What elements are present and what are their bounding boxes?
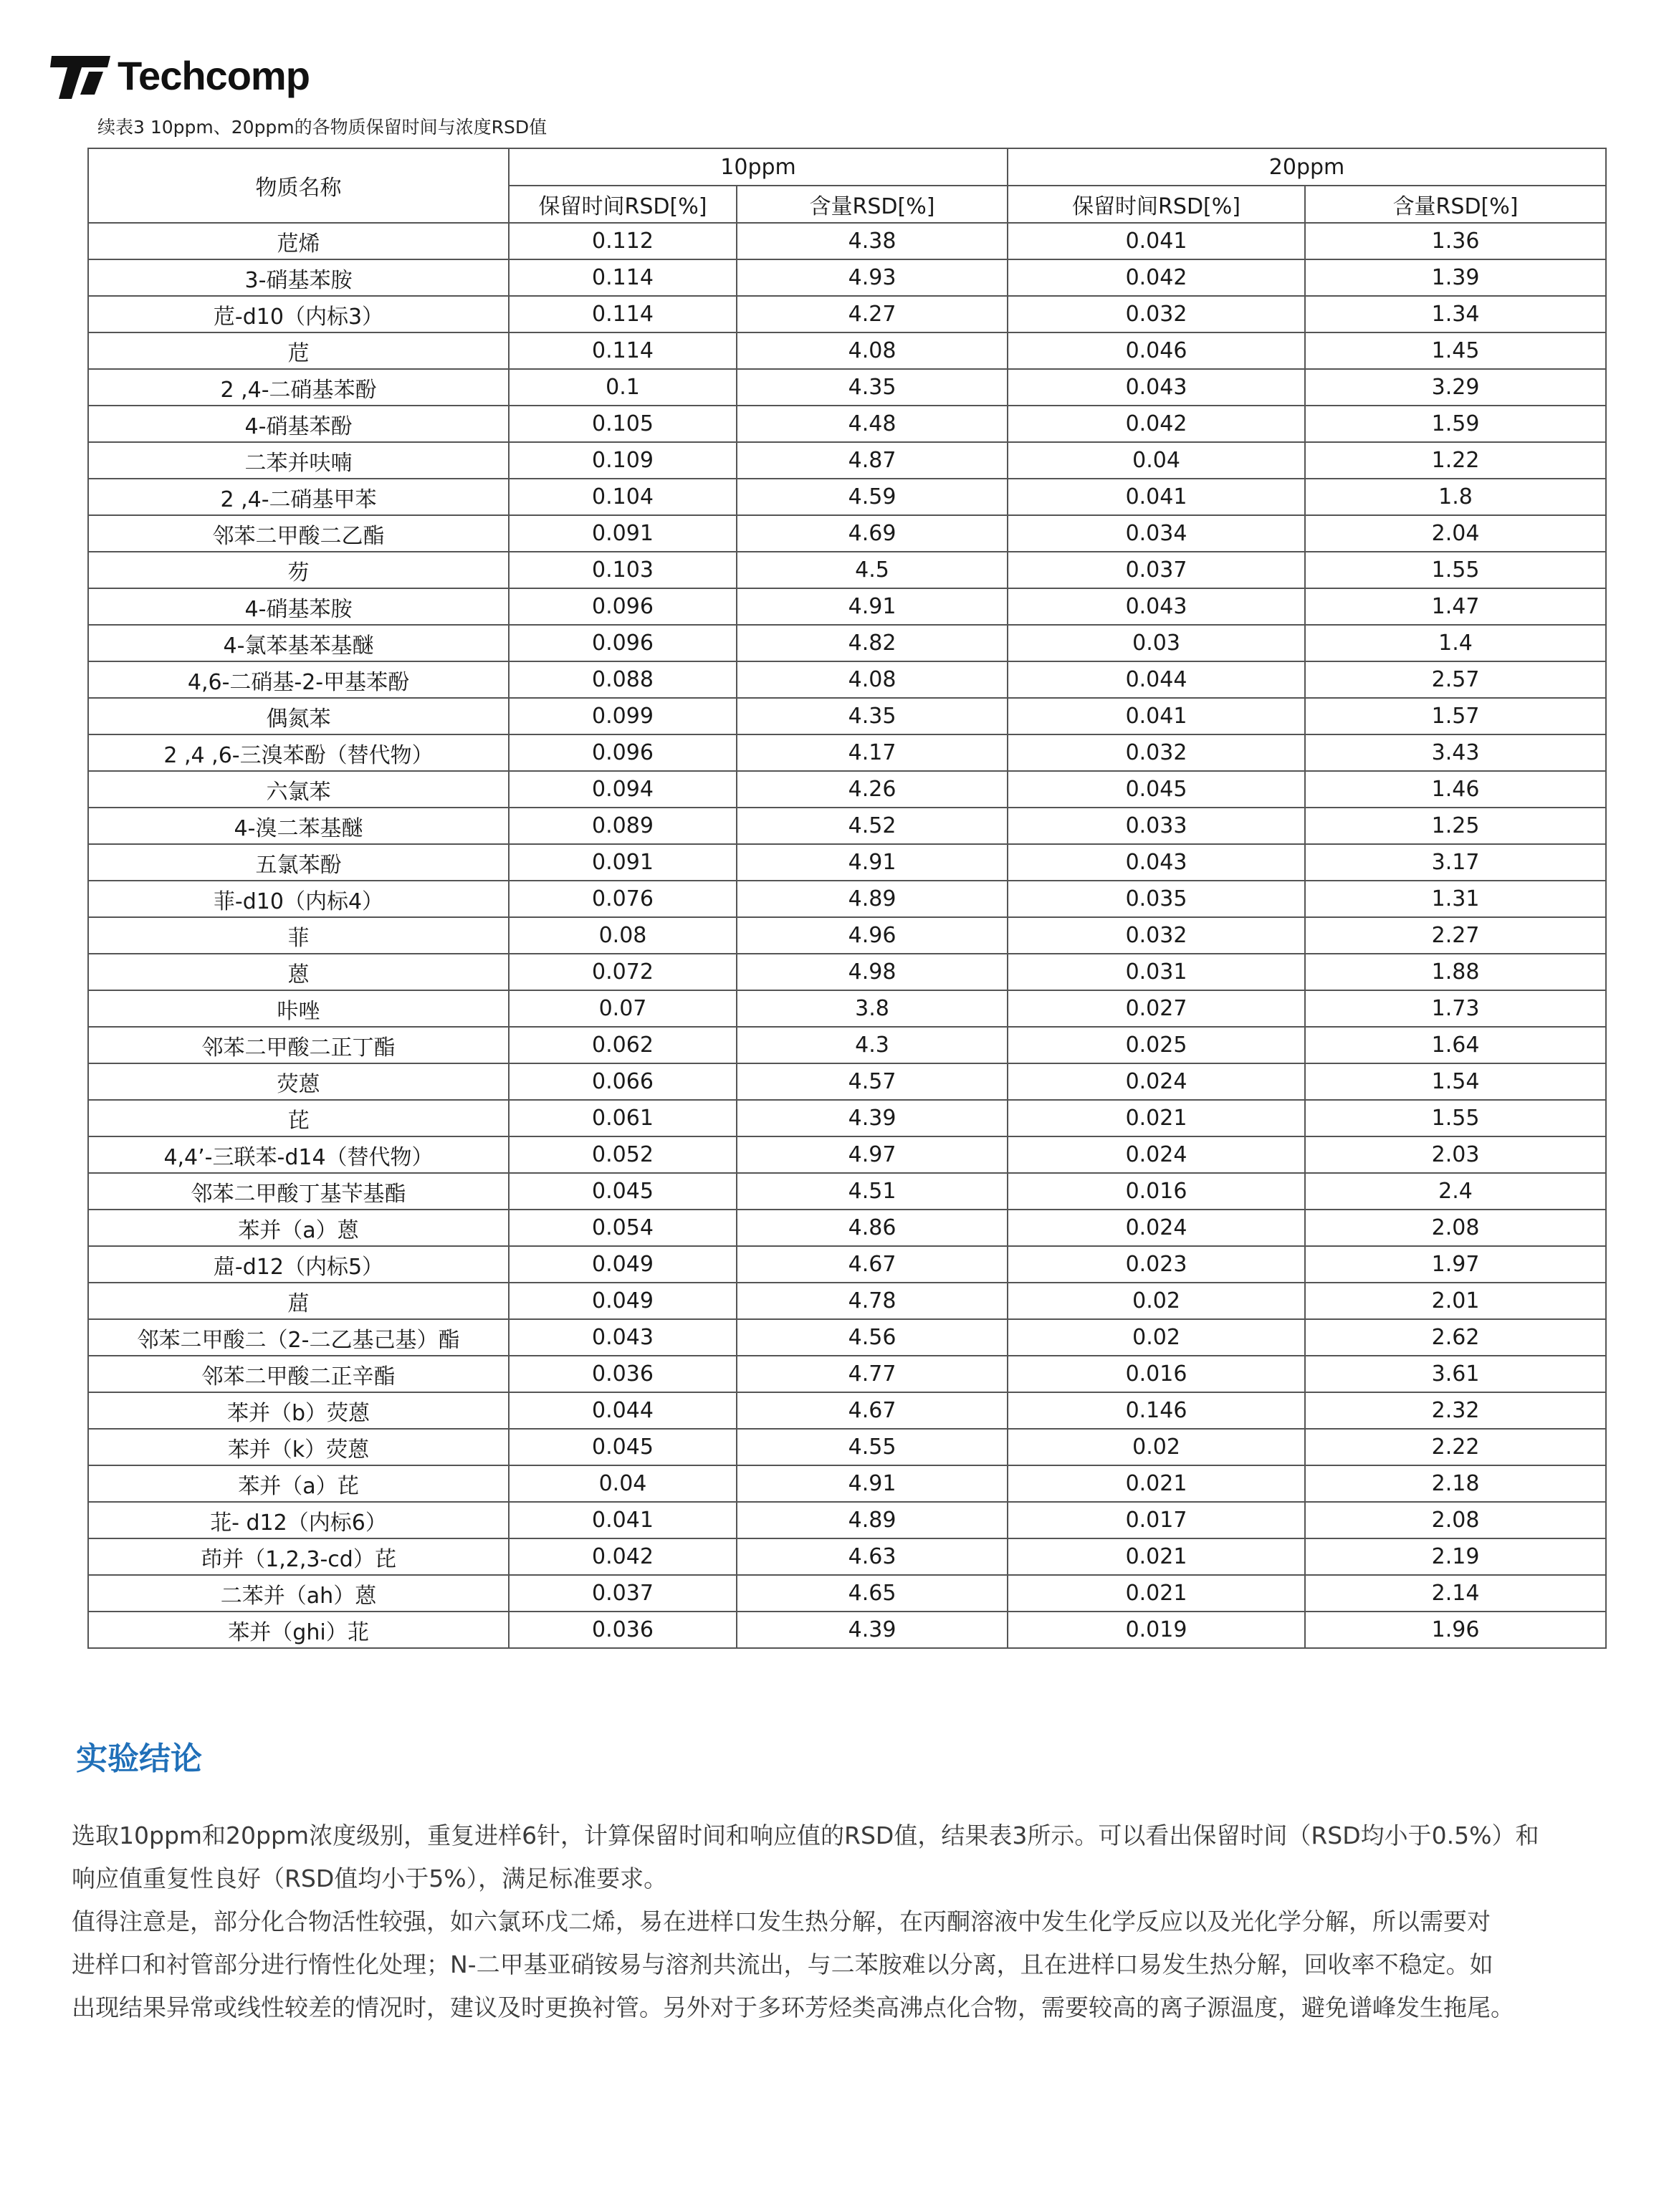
paragraph-line: 出现结果异常或线性较差的情况时，建议及时更换衬管。另外对于多环芳烃类高沸点化合物，需要较高的离子源温度，避免谱峰发生拖尾。	[72, 1993, 1514, 2021]
content-rsd-10ppm-cell: 4.59	[737, 479, 1008, 515]
subheader-10ppm-rt-rsd: 保留时间RSD[%]	[509, 186, 737, 223]
content-rsd-10ppm-cell: 4.97	[737, 1136, 1008, 1173]
rt-rsd-20ppm-cell: 0.021	[1008, 1538, 1305, 1575]
rt-rsd-10ppm-cell: 0.041	[509, 1502, 737, 1538]
header-group-10ppm: 10ppm	[509, 148, 1008, 186]
rt-rsd-10ppm-cell: 0.072	[509, 954, 737, 990]
content-rsd-20ppm-cell: 3.61	[1305, 1356, 1606, 1392]
rt-rsd-20ppm-cell: 0.027	[1008, 990, 1305, 1027]
rt-rsd-20ppm-cell: 0.043	[1008, 369, 1305, 406]
content-rsd-20ppm-cell: 1.22	[1305, 442, 1606, 479]
substance-name-cell: 二苯并呋喃	[88, 442, 509, 479]
rt-rsd-20ppm-cell: 0.016	[1008, 1356, 1305, 1392]
content-rsd-10ppm-cell: 4.87	[737, 442, 1008, 479]
content-rsd-20ppm-cell: 2.27	[1305, 917, 1606, 954]
content-rsd-20ppm-cell: 1.55	[1305, 552, 1606, 588]
substance-name-cell: 苊-d10（内标3）	[88, 296, 509, 332]
rt-rsd-20ppm-cell: 0.045	[1008, 771, 1305, 808]
table-row	[88, 698, 1606, 734]
table-row	[88, 844, 1606, 881]
content-rsd-10ppm-cell: 4.08	[737, 661, 1008, 698]
table-row	[88, 1027, 1606, 1063]
rt-rsd-20ppm-cell: 0.037	[1008, 552, 1305, 588]
content-rsd-10ppm-cell: 4.17	[737, 734, 1008, 771]
rt-rsd-20ppm-cell: 0.019	[1008, 1612, 1305, 1648]
rt-rsd-20ppm-cell: 0.04	[1008, 442, 1305, 479]
table-row	[88, 1100, 1606, 1136]
substance-name-cell: 苯并（b）荧蒽	[88, 1392, 509, 1429]
content-rsd-10ppm-cell: 4.27	[737, 296, 1008, 332]
content-rsd-20ppm-cell: 2.03	[1305, 1136, 1606, 1173]
conclusion-paragraph-1	[72, 1814, 1634, 1900]
rt-rsd-20ppm-cell: 0.146	[1008, 1392, 1305, 1429]
content-rsd-20ppm-cell: 1.36	[1305, 223, 1606, 259]
rt-rsd-10ppm-cell: 0.114	[509, 332, 737, 369]
table-row	[88, 954, 1606, 990]
content-rsd-20ppm-cell: 1.47	[1305, 588, 1606, 625]
substance-name-cell: 芘	[88, 1100, 509, 1136]
rt-rsd-20ppm-cell: 0.041	[1008, 223, 1305, 259]
rt-rsd-10ppm-cell: 0.104	[509, 479, 737, 515]
rt-rsd-10ppm-cell: 0.109	[509, 442, 737, 479]
content-rsd-10ppm-cell: 4.91	[737, 1465, 1008, 1502]
rt-rsd-10ppm-cell: 0.105	[509, 406, 737, 442]
table-row	[88, 369, 1606, 406]
rt-rsd-10ppm-cell: 0.112	[509, 223, 737, 259]
substance-name-cell: 二苯并（ah）蒽	[88, 1575, 509, 1612]
rt-rsd-10ppm-cell: 0.099	[509, 698, 737, 734]
rt-rsd-10ppm-cell: 0.091	[509, 844, 737, 881]
rt-rsd-20ppm-cell: 0.02	[1008, 1319, 1305, 1356]
content-rsd-10ppm-cell: 4.65	[737, 1575, 1008, 1612]
content-rsd-10ppm-cell: 4.08	[737, 332, 1008, 369]
content-rsd-10ppm-cell: 4.52	[737, 808, 1008, 844]
rt-rsd-20ppm-cell: 0.035	[1008, 881, 1305, 917]
content-rsd-10ppm-cell: 4.55	[737, 1429, 1008, 1465]
content-rsd-20ppm-cell: 1.96	[1305, 1612, 1606, 1648]
rt-rsd-10ppm-cell: 0.089	[509, 808, 737, 844]
content-rsd-20ppm-cell: 1.73	[1305, 990, 1606, 1027]
content-rsd-20ppm-cell: 3.17	[1305, 844, 1606, 881]
rt-rsd-10ppm-cell: 0.054	[509, 1210, 737, 1246]
content-rsd-10ppm-cell: 4.91	[737, 588, 1008, 625]
substance-name-cell: 邻苯二甲酸丁基苄基酯	[88, 1173, 509, 1210]
paragraph-line: 响应值重复性良好（RSD值均小于5%），满足标准要求。	[72, 1864, 668, 1892]
content-rsd-10ppm-cell: 4.77	[737, 1356, 1008, 1392]
content-rsd-10ppm-cell: 4.39	[737, 1612, 1008, 1648]
substance-name-cell: 2 ,4 ,6-三溴苯酚（替代物）	[88, 734, 509, 771]
substance-name-cell: 菲-d10（内标4）	[88, 881, 509, 917]
content-rsd-10ppm-cell: 4.57	[737, 1063, 1008, 1100]
table-row	[88, 1538, 1606, 1575]
conclusion-paragraph-2	[72, 1900, 1634, 2029]
content-rsd-10ppm-cell: 4.86	[737, 1210, 1008, 1246]
substance-name-cell: 菲	[88, 917, 509, 954]
content-rsd-10ppm-cell: 4.5	[737, 552, 1008, 588]
rt-rsd-20ppm-cell: 0.042	[1008, 259, 1305, 296]
content-rsd-10ppm-cell: 4.63	[737, 1538, 1008, 1575]
rt-rsd-10ppm-cell: 0.114	[509, 259, 737, 296]
content-rsd-20ppm-cell: 2.08	[1305, 1210, 1606, 1246]
rt-rsd-10ppm-cell: 0.045	[509, 1429, 737, 1465]
content-rsd-20ppm-cell: 2.08	[1305, 1502, 1606, 1538]
rt-rsd-20ppm-cell: 0.03	[1008, 625, 1305, 661]
content-rsd-20ppm-cell: 2.62	[1305, 1319, 1606, 1356]
content-rsd-20ppm-cell: 1.34	[1305, 296, 1606, 332]
subheader-20ppm-content-rsd: 含量RSD[%]	[1305, 186, 1606, 223]
table-row	[88, 1575, 1606, 1612]
content-rsd-20ppm-cell: 1.88	[1305, 954, 1606, 990]
paragraph-line: 值得注意是，部分化合物活性较强，如六氯环戊二烯，易在进样口发生热分解，在丙酮溶液中发生化学反应以及光化学分解，所以需要对	[72, 1907, 1491, 1935]
header-substance-name: 物质名称	[88, 148, 509, 223]
rt-rsd-10ppm-cell: 0.061	[509, 1100, 737, 1136]
rt-rsd-10ppm-cell: 0.094	[509, 771, 737, 808]
rt-rsd-10ppm-cell: 0.042	[509, 1538, 737, 1575]
substance-name-cell: 咔唑	[88, 990, 509, 1027]
rt-rsd-20ppm-cell: 0.024	[1008, 1136, 1305, 1173]
rt-rsd-20ppm-cell: 0.025	[1008, 1027, 1305, 1063]
rt-rsd-20ppm-cell: 0.023	[1008, 1246, 1305, 1283]
substance-name-cell: 邻苯二甲酸二正辛酯	[88, 1356, 509, 1392]
rt-rsd-20ppm-cell: 0.043	[1008, 844, 1305, 881]
paragraph-line: 进样口和衬管部分进行惰性化处理；N-二甲基亚硝铵易与溶剂共流出，与二苯胺难以分离，且在进样口易发生热分解，回收率不稳定。如	[72, 1950, 1493, 1978]
rt-rsd-10ppm-cell: 0.114	[509, 296, 737, 332]
table-row	[88, 515, 1606, 552]
substance-name-cell: 茚并（1,2,3-cd）芘	[88, 1538, 509, 1575]
table-row	[88, 1429, 1606, 1465]
content-rsd-20ppm-cell: 1.39	[1305, 259, 1606, 296]
table-row	[88, 1392, 1606, 1429]
content-rsd-20ppm-cell: 1.45	[1305, 332, 1606, 369]
table-caption: 续表3 10ppm、20ppm的各物质保留时间与浓度RSD值	[97, 117, 548, 138]
table-row	[88, 1173, 1606, 1210]
table-row	[88, 1210, 1606, 1246]
substance-name-cell: 邻苯二甲酸二乙酯	[88, 515, 509, 552]
table-row	[88, 1319, 1606, 1356]
substance-name-cell: 2 ,4-二硝基苯酚	[88, 369, 509, 406]
content-rsd-20ppm-cell: 1.31	[1305, 881, 1606, 917]
content-rsd-20ppm-cell: 1.8	[1305, 479, 1606, 515]
content-rsd-20ppm-cell: 2.32	[1305, 1392, 1606, 1429]
content-rsd-20ppm-cell: 2.18	[1305, 1465, 1606, 1502]
substance-name-cell: 芴	[88, 552, 509, 588]
table-row	[88, 1283, 1606, 1319]
content-rsd-10ppm-cell: 4.3	[737, 1027, 1008, 1063]
rt-rsd-10ppm-cell: 0.07	[509, 990, 737, 1027]
rt-rsd-10ppm-cell: 0.037	[509, 1575, 737, 1612]
substance-name-cell: 偶氮苯	[88, 698, 509, 734]
content-rsd-20ppm-cell: 3.29	[1305, 369, 1606, 406]
substance-name-cell: 苯并（k）荧蒽	[88, 1429, 509, 1465]
content-rsd-20ppm-cell: 2.4	[1305, 1173, 1606, 1210]
rt-rsd-20ppm-cell: 0.021	[1008, 1100, 1305, 1136]
substance-name-cell: 苊	[88, 332, 509, 369]
rt-rsd-10ppm-cell: 0.088	[509, 661, 737, 698]
section-title-conclusion: 实验结论	[76, 1741, 202, 1777]
rt-rsd-10ppm-cell: 0.091	[509, 515, 737, 552]
content-rsd-10ppm-cell: 4.69	[737, 515, 1008, 552]
content-rsd-20ppm-cell: 1.59	[1305, 406, 1606, 442]
substance-name-cell: 蒽	[88, 954, 509, 990]
content-rsd-10ppm-cell: 4.56	[737, 1319, 1008, 1356]
rt-rsd-10ppm-cell: 0.096	[509, 588, 737, 625]
subheader-20ppm-rt-rsd: 保留时间RSD[%]	[1008, 186, 1305, 223]
content-rsd-10ppm-cell: 4.96	[737, 917, 1008, 954]
rt-rsd-10ppm-cell: 0.08	[509, 917, 737, 954]
table-row	[88, 771, 1606, 808]
rt-rsd-20ppm-cell: 0.032	[1008, 917, 1305, 954]
table-row	[88, 1136, 1606, 1173]
rt-rsd-20ppm-cell: 0.034	[1008, 515, 1305, 552]
content-rsd-10ppm-cell: 4.51	[737, 1173, 1008, 1210]
table-row	[88, 223, 1606, 259]
content-rsd-20ppm-cell: 2.19	[1305, 1538, 1606, 1575]
rt-rsd-10ppm-cell: 0.096	[509, 625, 737, 661]
rt-rsd-20ppm-cell: 0.041	[1008, 479, 1305, 515]
table-row	[88, 625, 1606, 661]
rt-rsd-10ppm-cell: 0.1	[509, 369, 737, 406]
table-row	[88, 442, 1606, 479]
content-rsd-10ppm-cell: 4.39	[737, 1100, 1008, 1136]
rt-rsd-10ppm-cell: 0.066	[509, 1063, 737, 1100]
rt-rsd-10ppm-cell: 0.036	[509, 1612, 737, 1648]
content-rsd-10ppm-cell: 4.89	[737, 881, 1008, 917]
brand-logo	[50, 50, 310, 100]
substance-name-cell: 邻苯二甲酸二（2-二乙基己基）酯	[88, 1319, 509, 1356]
rt-rsd-10ppm-cell: 0.096	[509, 734, 737, 771]
rt-rsd-10ppm-cell: 0.044	[509, 1392, 737, 1429]
rt-rsd-10ppm-cell: 0.049	[509, 1283, 737, 1319]
table-row	[88, 479, 1606, 515]
rt-rsd-20ppm-cell: 0.041	[1008, 698, 1305, 734]
content-rsd-10ppm-cell: 4.38	[737, 223, 1008, 259]
rt-rsd-20ppm-cell: 0.044	[1008, 661, 1305, 698]
content-rsd-10ppm-cell: 4.93	[737, 259, 1008, 296]
techcomp-logo-icon	[50, 50, 115, 100]
content-rsd-20ppm-cell: 1.46	[1305, 771, 1606, 808]
table-row	[88, 734, 1606, 771]
rt-rsd-20ppm-cell: 0.02	[1008, 1429, 1305, 1465]
content-rsd-20ppm-cell: 2.04	[1305, 515, 1606, 552]
content-rsd-10ppm-cell: 4.48	[737, 406, 1008, 442]
substance-name-cell: 苊烯	[88, 223, 509, 259]
substance-name-cell: 苝- d12（内标6）	[88, 1502, 509, 1538]
content-rsd-10ppm-cell: 4.67	[737, 1246, 1008, 1283]
substance-name-cell: 4-硝基苯酚	[88, 406, 509, 442]
table-row	[88, 661, 1606, 698]
substance-name-cell: 邻苯二甲酸二正丁酯	[88, 1027, 509, 1063]
substance-name-cell: 4-氯苯基苯基醚	[88, 625, 509, 661]
table-row	[88, 881, 1606, 917]
table-row	[88, 1356, 1606, 1392]
content-rsd-20ppm-cell: 2.57	[1305, 661, 1606, 698]
content-rsd-10ppm-cell: 4.91	[737, 844, 1008, 881]
rt-rsd-20ppm-cell: 0.02	[1008, 1283, 1305, 1319]
content-rsd-10ppm-cell: 4.78	[737, 1283, 1008, 1319]
brand-name: Techcomp	[118, 52, 310, 98]
substance-name-cell: 五氯苯酚	[88, 844, 509, 881]
content-rsd-20ppm-cell: 1.97	[1305, 1246, 1606, 1283]
content-rsd-10ppm-cell: 4.35	[737, 698, 1008, 734]
content-rsd-20ppm-cell: 1.4	[1305, 625, 1606, 661]
content-rsd-10ppm-cell: 4.35	[737, 369, 1008, 406]
table-body	[88, 223, 1606, 1648]
rt-rsd-10ppm-cell: 0.049	[509, 1246, 737, 1283]
rt-rsd-20ppm-cell: 0.032	[1008, 296, 1305, 332]
table-row	[88, 588, 1606, 625]
rt-rsd-20ppm-cell: 0.046	[1008, 332, 1305, 369]
content-rsd-20ppm-cell: 1.25	[1305, 808, 1606, 844]
substance-name-cell: 4-硝基苯胺	[88, 588, 509, 625]
table-row	[88, 552, 1606, 588]
substance-name-cell: 荧蒽	[88, 1063, 509, 1100]
rt-rsd-20ppm-cell: 0.017	[1008, 1502, 1305, 1538]
substance-name-cell: 䓛-d12（内标5）	[88, 1246, 509, 1283]
content-rsd-20ppm-cell: 2.14	[1305, 1575, 1606, 1612]
table-row	[88, 917, 1606, 954]
substance-name-cell: 2 ,4-二硝基甲苯	[88, 479, 509, 515]
content-rsd-20ppm-cell: 1.57	[1305, 698, 1606, 734]
rt-rsd-20ppm-cell: 0.021	[1008, 1575, 1305, 1612]
rt-rsd-20ppm-cell: 0.024	[1008, 1210, 1305, 1246]
substance-name-cell: 4-溴二苯基醚	[88, 808, 509, 844]
rt-rsd-10ppm-cell: 0.076	[509, 881, 737, 917]
rt-rsd-20ppm-cell: 0.031	[1008, 954, 1305, 990]
content-rsd-10ppm-cell: 4.82	[737, 625, 1008, 661]
table-row	[88, 406, 1606, 442]
content-rsd-10ppm-cell: 4.26	[737, 771, 1008, 808]
table-row	[88, 1246, 1606, 1283]
rt-rsd-10ppm-cell: 0.103	[509, 552, 737, 588]
substance-name-cell: 苯并（ghi）苝	[88, 1612, 509, 1648]
rt-rsd-20ppm-cell: 0.043	[1008, 588, 1305, 625]
rt-rsd-20ppm-cell: 0.032	[1008, 734, 1305, 771]
header-group-20ppm: 20ppm	[1008, 148, 1606, 186]
substance-name-cell: 3-硝基苯胺	[88, 259, 509, 296]
table-row	[88, 296, 1606, 332]
table-row	[88, 1502, 1606, 1538]
paragraph-line: 选取10ppm和20ppm浓度级别，重复进样6针，计算保留时间和响应值的RSD值，结果表3所示。可以看出保留时间（RSD均小于0.5%）和	[72, 1821, 1539, 1849]
content-rsd-10ppm-cell: 4.67	[737, 1392, 1008, 1429]
content-rsd-10ppm-cell: 4.98	[737, 954, 1008, 990]
rt-rsd-10ppm-cell: 0.045	[509, 1173, 737, 1210]
substance-name-cell: 苯并（a）芘	[88, 1465, 509, 1502]
rt-rsd-20ppm-cell: 0.033	[1008, 808, 1305, 844]
content-rsd-20ppm-cell: 2.01	[1305, 1283, 1606, 1319]
content-rsd-20ppm-cell: 1.64	[1305, 1027, 1606, 1063]
table-row	[88, 332, 1606, 369]
table-row	[88, 1612, 1606, 1648]
table-row	[88, 1465, 1606, 1502]
table-row	[88, 990, 1606, 1027]
rt-rsd-10ppm-cell: 0.062	[509, 1027, 737, 1063]
table-row	[88, 259, 1606, 296]
content-rsd-20ppm-cell: 2.22	[1305, 1429, 1606, 1465]
table-row	[88, 1063, 1606, 1100]
substance-name-cell: 4,6-二硝基-2-甲基苯酚	[88, 661, 509, 698]
rsd-table	[87, 148, 1607, 1649]
content-rsd-20ppm-cell: 1.54	[1305, 1063, 1606, 1100]
rt-rsd-10ppm-cell: 0.043	[509, 1319, 737, 1356]
content-rsd-20ppm-cell: 3.43	[1305, 734, 1606, 771]
rt-rsd-10ppm-cell: 0.036	[509, 1356, 737, 1392]
substance-name-cell: 䓛	[88, 1283, 509, 1319]
content-rsd-10ppm-cell: 4.89	[737, 1502, 1008, 1538]
rt-rsd-10ppm-cell: 0.04	[509, 1465, 737, 1502]
substance-name-cell: 苯并（a）蒽	[88, 1210, 509, 1246]
subheader-10ppm-content-rsd: 含量RSD[%]	[737, 186, 1008, 223]
table-row	[88, 808, 1606, 844]
substance-name-cell: 4,4’-三联苯-d14（替代物）	[88, 1136, 509, 1173]
rt-rsd-10ppm-cell: 0.052	[509, 1136, 737, 1173]
rt-rsd-20ppm-cell: 0.016	[1008, 1173, 1305, 1210]
rt-rsd-20ppm-cell: 0.021	[1008, 1465, 1305, 1502]
content-rsd-10ppm-cell: 3.8	[737, 990, 1008, 1027]
substance-name-cell: 六氯苯	[88, 771, 509, 808]
content-rsd-20ppm-cell: 1.55	[1305, 1100, 1606, 1136]
rt-rsd-20ppm-cell: 0.024	[1008, 1063, 1305, 1100]
rt-rsd-20ppm-cell: 0.042	[1008, 406, 1305, 442]
